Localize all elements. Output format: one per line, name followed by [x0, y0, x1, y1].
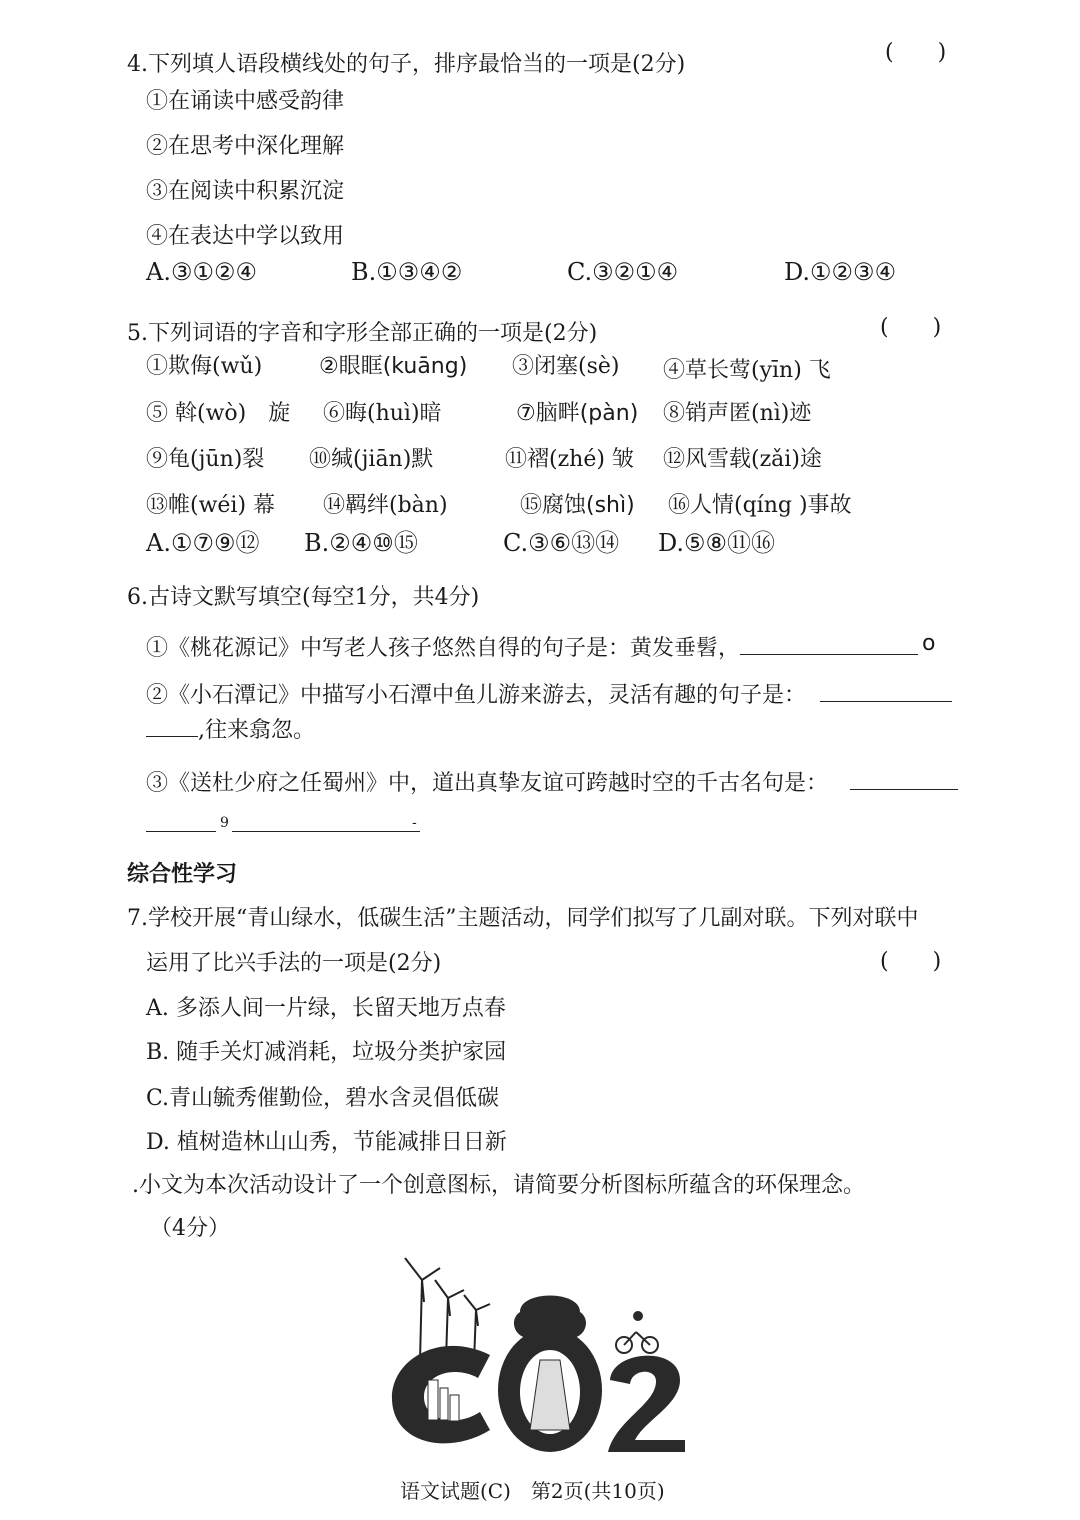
q6-sentence-3-end: -	[412, 815, 417, 831]
q5-word-7: ⑦脑畔(pàn)	[516, 401, 639, 426]
numeral-2-shape	[608, 1356, 685, 1452]
q8-score: （4分）	[150, 1216, 230, 1241]
q5-word-15: ⑮腐蚀(shì)	[520, 493, 635, 518]
q5-word-9: ⑨龟(jūn)裂	[146, 447, 265, 472]
section-title: 综合性学习	[127, 862, 238, 887]
q5-option-d: D.⑤⑧⑪⑯	[658, 529, 776, 557]
page-footer: 语文试题(C) 第2页(共10页)	[400, 1479, 665, 1503]
q5-word-5: ⑤ 斡(wò) 旋	[146, 401, 291, 426]
q5-word-10: ⑩缄(jiān)默	[309, 447, 434, 472]
q6-blank-1[interactable]	[740, 653, 918, 655]
q7-option-a: A. 多添人间一片绿，长留天地万点春	[146, 996, 506, 1021]
q7-option-b: B. 随手关灯减消耗，垃圾分类护家园	[146, 1040, 507, 1065]
q7-option-d: D. 植树造林山山秀，节能减排日日新	[146, 1130, 507, 1155]
q6-sentence-1-text: ①《桃花源记》中写老人孩子悠然自得的句子是：黄发垂髫，	[146, 636, 741, 661]
q5-option-c: C.③⑥⑬⑭	[503, 529, 620, 557]
q5-stem: 5.下列词语的字音和字形全部正确的一项是(2分)	[127, 321, 598, 346]
city-building-icons	[428, 1380, 459, 1421]
q6-stem: 6.古诗文默写填空(每空1分，共4分)	[127, 585, 480, 610]
q5-word-16: ⑯人情(qíng )事故	[668, 493, 852, 518]
q5-word-14: ⑭羁绊(bàn)	[323, 493, 448, 518]
q4-answer-paren: ( )	[885, 40, 947, 65]
cyclist-icon	[616, 1312, 658, 1353]
q4-option-c: C.③②①④	[567, 258, 679, 286]
q4-option-a: A.③①②④	[146, 258, 258, 286]
q6-sentence-3: ③《送杜少府之任蜀州》中，道出真挚友谊可跨越时空的千古名句是：	[146, 771, 829, 796]
q6-blank-3c[interactable]	[232, 831, 420, 832]
q5-word-11: ⑪褶(zhé) 皱	[505, 447, 634, 472]
q5-word-1: ①欺侮(wǔ)	[146, 354, 263, 379]
q7-stem-line1: 7.学校开展“青山绿水，低碳生活”主题活动，同学们拟写了几副对联。下列对联中	[127, 906, 919, 931]
q5-word-8: ⑧销声匿(nì)迹	[663, 401, 812, 426]
q6-sentence-3-mark: 9	[220, 815, 229, 831]
co2-eco-logo	[380, 1250, 710, 1460]
q7-answer-paren: ( )	[880, 949, 942, 974]
tree-canopy-icon	[514, 1296, 586, 1339]
q6-blank-2a[interactable]	[820, 701, 952, 702]
q5-word-4: ④草长莺(yīn) 飞	[663, 358, 831, 383]
q6-blank-3a[interactable]	[850, 789, 958, 790]
q5-word-2: ②眼眶(kuāng)	[319, 354, 468, 379]
q8-stem: .小文为本次活动设计了一个创意图标，请简要分析图标所蕴含的环保理念。	[132, 1173, 865, 1198]
q6-sentence-2-cont-text: ,往来翕忽。	[198, 718, 315, 743]
q5-option-b: B.②④⑩⑮	[304, 529, 418, 557]
q7-stem-line2: 运用了比兴手法的一项是(2分)	[146, 951, 442, 976]
q5-word-3: ③闭塞(sè)	[512, 354, 620, 379]
q4-option-d: D.①②③④	[784, 258, 897, 286]
q5-word-6: ⑥晦(huì)暗	[323, 401, 442, 426]
q5-option-a: A.①⑦⑨⑫	[146, 529, 260, 557]
q5-word-13: ⑬帷(wéi) 幕	[146, 493, 276, 518]
q6-blank-2b[interactable]	[146, 735, 198, 737]
q6-blank-3b[interactable]	[146, 831, 216, 832]
q6-sentence-2: ②《小石潭记》中描写小石潭中鱼儿游来游去，灵活有趣的句子是：	[146, 683, 807, 708]
q6-sentence-2-cont	[146, 713, 315, 744]
q7-option-c: C.青山毓秀催勤俭，碧水含灵倡低碳	[146, 1086, 500, 1111]
q4-item-2: ②在思考中深化理解	[146, 134, 345, 159]
q4-item-1: ①在诵读中感受韵律	[146, 89, 345, 114]
q5-word-12: ⑫风雪载(zǎi)途	[663, 447, 822, 472]
q4-stem: 4.下列填人语段横线处的句子，排序最恰当的一项是(2分)	[127, 52, 686, 77]
q6-sentence-1	[146, 631, 918, 662]
q4-item-4: ④在表达中学以致用	[146, 224, 345, 249]
q4-item-3: ③在阅读中积累沉淀	[146, 179, 345, 204]
q4-option-b: B.①③④②	[351, 258, 463, 286]
q6-sentence-1-end: o	[922, 631, 936, 656]
q5-answer-paren: ( )	[880, 315, 942, 340]
